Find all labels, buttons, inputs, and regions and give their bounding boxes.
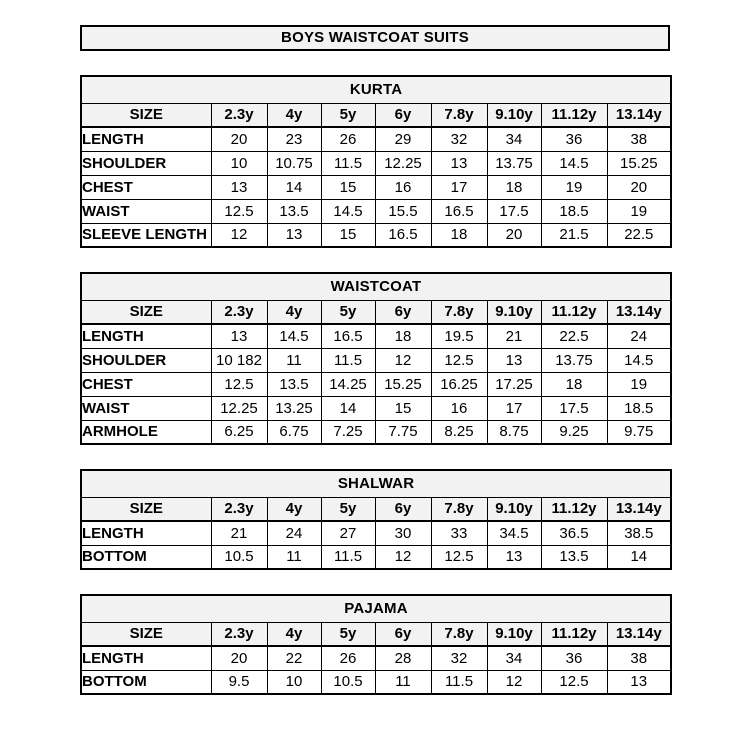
- size-column-header: SIZE: [81, 497, 211, 521]
- measurement-value: 17.5: [541, 396, 607, 420]
- measurement-value: 8.25: [431, 420, 487, 444]
- table-title: WAISTCOAT: [81, 273, 671, 300]
- measurement-label: WAIST: [81, 199, 211, 223]
- size-header-6y: 6y: [375, 622, 431, 646]
- tables-container: [80, 75, 752, 695]
- measurement-value: 28: [375, 646, 431, 670]
- measurement-value: 12.25: [375, 151, 431, 175]
- size-header-13.14y: 13.14y: [607, 497, 671, 521]
- measurement-value: 13: [211, 324, 267, 348]
- measurement-value: 29: [375, 127, 431, 151]
- measurement-value: 13.25: [267, 396, 321, 420]
- measurement-value: 26: [321, 646, 375, 670]
- measurement-value: 19: [607, 372, 671, 396]
- size-header-2.3y: 2.3y: [211, 300, 267, 324]
- size-header-13.14y: 13.14y: [607, 103, 671, 127]
- measurement-value: 10.5: [321, 670, 375, 694]
- measurement-value: 11.5: [321, 545, 375, 569]
- table-row: [81, 521, 671, 545]
- size-header-row: [81, 622, 671, 646]
- table-title: KURTA: [81, 76, 671, 103]
- measurement-value: 21: [487, 324, 541, 348]
- size-header-11.12y: 11.12y: [541, 103, 607, 127]
- size-column-header: SIZE: [81, 300, 211, 324]
- measurement-value: 15: [321, 175, 375, 199]
- size-header-5y: 5y: [321, 622, 375, 646]
- measurement-value: 12.25: [211, 396, 267, 420]
- measurement-value: 14.5: [607, 348, 671, 372]
- measurement-value: 11: [267, 545, 321, 569]
- measurement-value: 16: [375, 175, 431, 199]
- measurement-value: 13: [211, 175, 267, 199]
- size-header-row: [81, 497, 671, 521]
- measurement-value: 16.25: [431, 372, 487, 396]
- table-title: PAJAMA: [81, 595, 671, 622]
- table-title-row: [81, 595, 671, 622]
- measurement-value: 7.25: [321, 420, 375, 444]
- measurement-label: BOTTOM: [81, 670, 211, 694]
- measurement-value: 15.5: [375, 199, 431, 223]
- measurement-value: 10 182: [211, 348, 267, 372]
- table-row: [81, 175, 671, 199]
- measurement-value: 12.5: [211, 372, 267, 396]
- size-column-header: SIZE: [81, 103, 211, 127]
- measurement-value: 17.25: [487, 372, 541, 396]
- measurement-value: 20: [211, 646, 267, 670]
- measurement-value: 13: [431, 151, 487, 175]
- measurement-label: LENGTH: [81, 127, 211, 151]
- measurement-value: 13.5: [267, 372, 321, 396]
- measurement-value: 34: [487, 646, 541, 670]
- measurement-value: 9.25: [541, 420, 607, 444]
- size-header-5y: 5y: [321, 497, 375, 521]
- measurement-value: 11: [267, 348, 321, 372]
- measurement-value: 16.5: [375, 223, 431, 247]
- size-header-4y: 4y: [267, 497, 321, 521]
- measurement-value: 34.5: [487, 521, 541, 545]
- measurement-value: 38.5: [607, 521, 671, 545]
- size-header-6y: 6y: [375, 103, 431, 127]
- page-title: BOYS WAISTCOAT SUITS: [80, 25, 670, 51]
- measurement-value: 6.75: [267, 420, 321, 444]
- measurement-value: 16: [431, 396, 487, 420]
- measurement-value: 10: [267, 670, 321, 694]
- size-header-2.3y: 2.3y: [211, 497, 267, 521]
- measurement-value: 15.25: [607, 151, 671, 175]
- measurement-value: 13: [267, 223, 321, 247]
- size-header-9.10y: 9.10y: [487, 300, 541, 324]
- size-column-header: SIZE: [81, 622, 211, 646]
- measurement-value: 23: [267, 127, 321, 151]
- table-title-row: [81, 470, 671, 497]
- measurement-value: 14.5: [267, 324, 321, 348]
- size-header-9.10y: 9.10y: [487, 103, 541, 127]
- size-header-4y: 4y: [267, 103, 321, 127]
- measurement-value: 18: [431, 223, 487, 247]
- measurement-value: 8.75: [487, 420, 541, 444]
- measurement-value: 21.5: [541, 223, 607, 247]
- measurement-value: 30: [375, 521, 431, 545]
- measurement-value: 9.5: [211, 670, 267, 694]
- measurement-value: 19.5: [431, 324, 487, 348]
- measurement-value: 14.25: [321, 372, 375, 396]
- measurement-value: 14.5: [541, 151, 607, 175]
- table-row: [81, 420, 671, 444]
- measurement-value: 36: [541, 646, 607, 670]
- table-row: [81, 372, 671, 396]
- measurement-value: 18: [375, 324, 431, 348]
- table-row: [81, 151, 671, 175]
- measurement-value: 21: [211, 521, 267, 545]
- measurement-value: 16.5: [321, 324, 375, 348]
- measurement-value: 14: [267, 175, 321, 199]
- size-table-waistcoat: [80, 272, 672, 445]
- measurement-value: 27: [321, 521, 375, 545]
- table-row: [81, 127, 671, 151]
- table-title-row: [81, 273, 671, 300]
- measurement-value: 13.75: [487, 151, 541, 175]
- measurement-value: 15: [321, 223, 375, 247]
- measurement-value: 20: [607, 175, 671, 199]
- measurement-value: 18: [541, 372, 607, 396]
- table-row: [81, 646, 671, 670]
- measurement-value: 18.5: [541, 199, 607, 223]
- measurement-value: 38: [607, 127, 671, 151]
- size-header-9.10y: 9.10y: [487, 622, 541, 646]
- measurement-value: 14: [607, 545, 671, 569]
- measurement-value: 13: [607, 670, 671, 694]
- size-table-pajama: [80, 594, 672, 695]
- measurement-value: 13: [487, 545, 541, 569]
- measurement-value: 24: [607, 324, 671, 348]
- measurement-label: WAIST: [81, 396, 211, 420]
- size-table-kurta: [80, 75, 672, 248]
- size-header-11.12y: 11.12y: [541, 622, 607, 646]
- measurement-value: 32: [431, 127, 487, 151]
- size-header-2.3y: 2.3y: [211, 622, 267, 646]
- measurement-value: 14.5: [321, 199, 375, 223]
- size-header-11.12y: 11.12y: [541, 300, 607, 324]
- measurement-value: 7.75: [375, 420, 431, 444]
- table-row: [81, 545, 671, 569]
- measurement-value: 12: [211, 223, 267, 247]
- measurement-value: 17.5: [487, 199, 541, 223]
- measurement-label: BOTTOM: [81, 545, 211, 569]
- size-header-7.8y: 7.8y: [431, 622, 487, 646]
- measurement-label: SHOULDER: [81, 151, 211, 175]
- measurement-value: 11.5: [321, 151, 375, 175]
- measurement-value: 19: [607, 199, 671, 223]
- size-header-row: [81, 300, 671, 324]
- measurement-value: 16.5: [431, 199, 487, 223]
- measurement-label: LENGTH: [81, 324, 211, 348]
- measurement-value: 15: [375, 396, 431, 420]
- table-title: SHALWAR: [81, 470, 671, 497]
- measurement-value: 22.5: [541, 324, 607, 348]
- measurement-value: 15.25: [375, 372, 431, 396]
- measurement-value: 36.5: [541, 521, 607, 545]
- measurement-value: 20: [487, 223, 541, 247]
- size-header-5y: 5y: [321, 103, 375, 127]
- measurement-value: 13.5: [267, 199, 321, 223]
- size-header-9.10y: 9.10y: [487, 497, 541, 521]
- measurement-value: 17: [487, 396, 541, 420]
- size-header-13.14y: 13.14y: [607, 622, 671, 646]
- measurement-label: LENGTH: [81, 521, 211, 545]
- measurement-value: 12.5: [211, 199, 267, 223]
- table-row: [81, 199, 671, 223]
- size-header-row: [81, 103, 671, 127]
- measurement-value: 12.5: [431, 348, 487, 372]
- measurement-value: 11.5: [321, 348, 375, 372]
- size-header-4y: 4y: [267, 300, 321, 324]
- measurement-value: 34: [487, 127, 541, 151]
- measurement-value: 12: [487, 670, 541, 694]
- size-header-7.8y: 7.8y: [431, 300, 487, 324]
- size-header-2.3y: 2.3y: [211, 103, 267, 127]
- measurement-label: SLEEVE LENGTH: [81, 223, 211, 247]
- measurement-value: 12.5: [431, 545, 487, 569]
- measurement-value: 6.25: [211, 420, 267, 444]
- measurement-value: 13.75: [541, 348, 607, 372]
- table-title-row: [81, 76, 671, 103]
- measurement-value: 12: [375, 348, 431, 372]
- measurement-value: 12: [375, 545, 431, 569]
- measurement-value: 17: [431, 175, 487, 199]
- measurement-value: 26: [321, 127, 375, 151]
- measurement-value: 24: [267, 521, 321, 545]
- measurement-value: 19: [541, 175, 607, 199]
- size-header-7.8y: 7.8y: [431, 497, 487, 521]
- measurement-value: 12.5: [541, 670, 607, 694]
- measurement-label: ARMHOLE: [81, 420, 211, 444]
- measurement-value: 18.5: [607, 396, 671, 420]
- measurement-label: CHEST: [81, 175, 211, 199]
- measurement-value: 10: [211, 151, 267, 175]
- measurement-value: 11.5: [431, 670, 487, 694]
- measurement-value: 32: [431, 646, 487, 670]
- table-row: [81, 223, 671, 247]
- measurement-value: 11: [375, 670, 431, 694]
- size-header-5y: 5y: [321, 300, 375, 324]
- table-row: [81, 348, 671, 372]
- measurement-value: 14: [321, 396, 375, 420]
- measurement-value: 18: [487, 175, 541, 199]
- measurement-label: CHEST: [81, 372, 211, 396]
- measurement-value: 22.5: [607, 223, 671, 247]
- measurement-value: 38: [607, 646, 671, 670]
- size-header-11.12y: 11.12y: [541, 497, 607, 521]
- measurement-value: 13: [487, 348, 541, 372]
- size-header-6y: 6y: [375, 497, 431, 521]
- measurement-value: 22: [267, 646, 321, 670]
- table-row: [81, 324, 671, 348]
- size-header-6y: 6y: [375, 300, 431, 324]
- size-header-7.8y: 7.8y: [431, 103, 487, 127]
- measurement-value: 10.75: [267, 151, 321, 175]
- measurement-label: SHOULDER: [81, 348, 211, 372]
- measurement-label: LENGTH: [81, 646, 211, 670]
- measurement-value: 10.5: [211, 545, 267, 569]
- table-row: [81, 396, 671, 420]
- measurement-value: 20: [211, 127, 267, 151]
- measurement-value: 36: [541, 127, 607, 151]
- size-header-4y: 4y: [267, 622, 321, 646]
- measurement-value: 13.5: [541, 545, 607, 569]
- size-table-shalwar: [80, 469, 672, 570]
- table-row: [81, 670, 671, 694]
- measurement-value: 33: [431, 521, 487, 545]
- size-header-13.14y: 13.14y: [607, 300, 671, 324]
- measurement-value: 9.75: [607, 420, 671, 444]
